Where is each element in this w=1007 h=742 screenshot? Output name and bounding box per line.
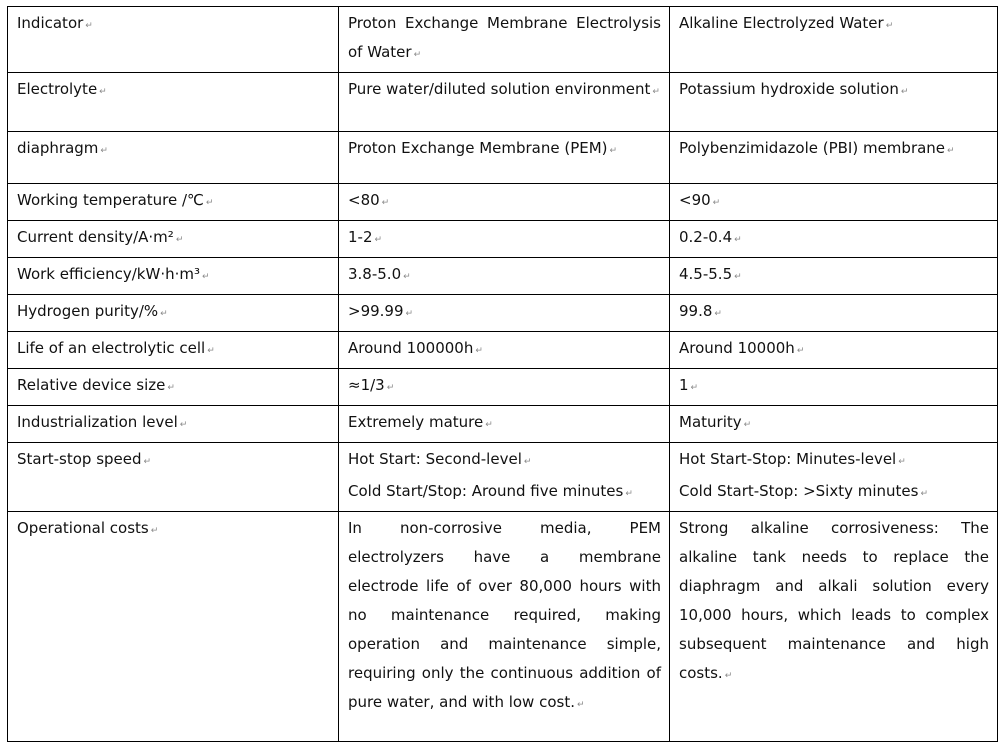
cell-row-label: Electrolyte ↵ (8, 73, 339, 132)
pem-cold-start: Cold Start/Stop: Around five minutes ↵ (348, 482, 633, 500)
cell-pem-value: ≈1/3 ↵ (339, 369, 670, 406)
cell-alkaline-value: Polybenzimidazole (PBI) membrane ↵ (670, 132, 998, 184)
cell-alkaline-value: Around 10000h ↵ (670, 332, 998, 369)
cell-alkaline-value: Strong alkaline corrosiveness: The alkaline tank needs to replace the diaphragm and alkali solution every 10,000 hours, which leads to complex subsequent maintenance and high costs. ↵ (670, 512, 998, 742)
table-row (8, 512, 998, 742)
cell-pem-value: Extremely mature ↵ (339, 406, 670, 443)
pem-hot-start: Hot Start: Second-level ↵ (348, 450, 532, 468)
cell-pem-value: 3.8-5.0 ↵ (339, 258, 670, 295)
cell-pem-value: In non-corrosive media, PEM electrolyzers have a membrane electrode life of over 80,000 hours with no maintenance required, making operation and maintenance simple, requiring only the continuous addition of pure water, and with low cost. ↵ (339, 512, 670, 742)
table-row (8, 184, 998, 221)
cell-alkaline-value (670, 443, 998, 512)
cell-row-label: Hydrogen purity/% ↵ (8, 295, 339, 332)
cell-pem-value: <80 ↵ (339, 184, 670, 221)
cell-row-label: Industrialization level ↵ (8, 406, 339, 443)
table-row (8, 406, 998, 443)
cell-row-label: Life of an electrolytic cell ↵ (8, 332, 339, 369)
cell-alkaline-value: Maturity ↵ (670, 406, 998, 443)
cell-alkaline-header: Alkaline Electrolyzed Water ↵ (670, 7, 998, 73)
cell-pem-value (339, 443, 670, 512)
table-row (8, 221, 998, 258)
cell-pem-header: Proton Exchange Membrane Electrolysis of Water ↵ (339, 7, 670, 73)
cell-row-label: Working temperature /℃ ↵ (8, 184, 339, 221)
table-row (8, 258, 998, 295)
cell-alkaline-value: 99.8 ↵ (670, 295, 998, 332)
table-row (8, 73, 998, 132)
cell-row-label: Relative device size ↵ (8, 369, 339, 406)
cell-row-label: Work efficiency/kW·h·m³ ↵ (8, 258, 339, 295)
cell-alkaline-value: 1 ↵ (670, 369, 998, 406)
cell-alkaline-value: 0.2-0.4 ↵ (670, 221, 998, 258)
cell-row-label: Operational costs ↵ (8, 512, 339, 742)
cell-pem-value: 1-2 ↵ (339, 221, 670, 258)
cell-pem-value: >99.99 ↵ (339, 295, 670, 332)
cell-pem-value: Proton Exchange Membrane (PEM) ↵ (339, 132, 670, 184)
table-row (8, 7, 998, 73)
cell-pem-value: Around 100000h ↵ (339, 332, 670, 369)
cell-pem-value: Pure water/diluted solution environment ↵ (339, 73, 670, 132)
comparison-table (7, 6, 998, 742)
table-row (8, 295, 998, 332)
alkaline-cold-start: Cold Start-Stop: >Sixty minutes ↵ (679, 482, 929, 500)
cell-row-label: Start-stop speed ↵ (8, 443, 339, 512)
cell-alkaline-value: <90 ↵ (670, 184, 998, 221)
cell-indicator-label: Indicator ↵ (8, 7, 339, 73)
cell-alkaline-value: Potassium hydroxide solution ↵ (670, 73, 998, 132)
cell-row-label: Current density/A·m² ↵ (8, 221, 339, 258)
cell-alkaline-value: 4.5-5.5 ↵ (670, 258, 998, 295)
table-row (8, 443, 998, 512)
table-row (8, 132, 998, 184)
table-row (8, 332, 998, 369)
cell-row-label: diaphragm ↵ (8, 132, 339, 184)
table-row (8, 369, 998, 406)
alkaline-hot-start: Hot Start-Stop: Minutes-level ↵ (679, 450, 906, 468)
